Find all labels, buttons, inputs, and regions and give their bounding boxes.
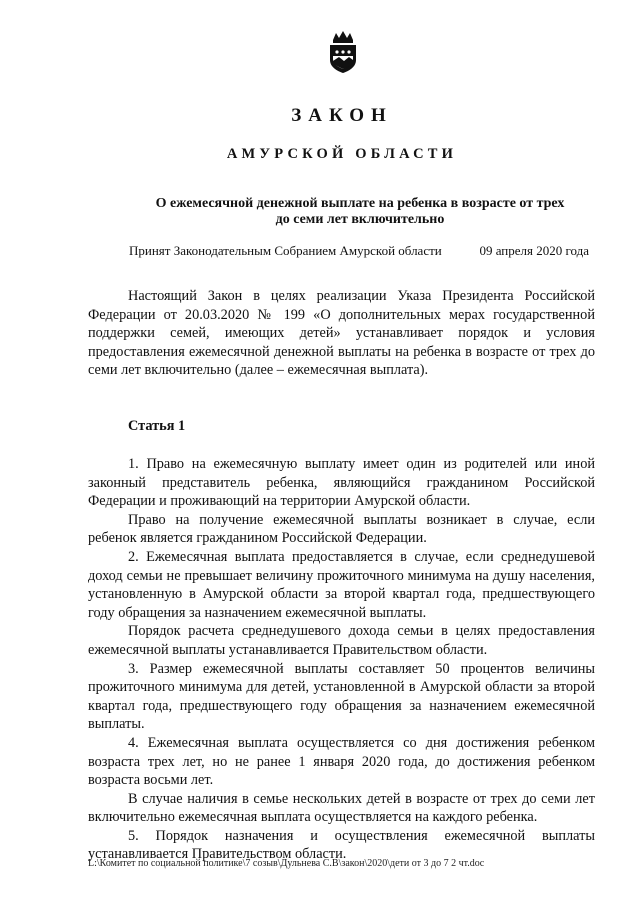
preamble xyxy=(88,287,595,380)
law-subject xyxy=(122,196,598,228)
region-name: АМУРСКОЙ ОБЛАСТИ xyxy=(226,146,458,162)
article-paragraph: Порядок расчета среднедушевого дохода семьи в целях предоставления ежемесячной выплаты устанавливается Правительством области. xyxy=(88,623,595,658)
article-paragraph: 2. Ежемесячная выплата предоставляется в случае, если среднедушевой доход семьи не превышает величину прожиточного минимума на душу населения, установленную в Амурской области за второй квартал года, предшествующего году обращения за назначением ежемесячной выплаты. xyxy=(88,548,595,621)
coat-of-arms-icon xyxy=(327,30,359,74)
file-path-footer: L:\Комитет по социальной политике\7 созыв\Дульнева С.В\закон\2020\дети от 3 до 7 2 чт.doc xyxy=(88,858,485,869)
law-subject-line: до семи лет включительно xyxy=(275,212,445,227)
article-paragraph: 4. Ежемесячная выплата осуществляется со дня достижения ребенком возраста трех лет, но не ранее 1 января 2020 года, до достижения ребенком возраста восьми лет. xyxy=(88,734,595,789)
article-paragraph: Право на получение ежемесячной выплаты возникает в случае, если ребенок является гражданином Российской Федерации. xyxy=(88,511,595,547)
adoption-date: 09 апреля 2020 года xyxy=(479,243,589,258)
article-heading: Статья 1 xyxy=(128,418,186,434)
preamble-paragraph: Настоящий Закон в целях реализации Указа Президента Российской Федерации от 20.03.2020 № 199 «О дополнительных мерах государственной поддержки семей, имеющих детей» устанавливает порядок и условия предоставления ежемесячной денежной выплаты на ребенка в возрасте от трех до семи лет включительно (далее – ежемесячная выплата). xyxy=(88,288,595,379)
article-paragraph: 5. Порядок назначения и осуществления ежемесячной выплаты устанавливается Правительством области. xyxy=(88,827,595,863)
article-body xyxy=(88,455,595,864)
article-paragraph: В случае наличия в семье нескольких детей в возрасте от трех до семи лет включительно ежемесячная выплата осуществляется на каждого ребенка. xyxy=(88,790,595,826)
article-paragraph: 3. Размер ежемесячной выплаты составляет 50 процентов величины прожиточного минимума для детей, установленной в Амурской области за второй квартал года, предшествующего году обращения за назначением ежемесячной выплаты. xyxy=(88,660,595,733)
adoption-line xyxy=(129,243,589,259)
adopted-by: Принят Законодательным Собранием Амурской области xyxy=(129,243,442,258)
law-title: ЗАКОН xyxy=(291,105,393,126)
law-subject-line: О ежемесячной денежной выплате на ребенка в возрасте от трех xyxy=(155,196,565,211)
article-paragraph: 1. Право на ежемесячную выплату имеет один из родителей или иной законный представитель ребенка, являющийся гражданином Российской Федерации и проживающий на территории Амурской области. xyxy=(88,456,595,510)
